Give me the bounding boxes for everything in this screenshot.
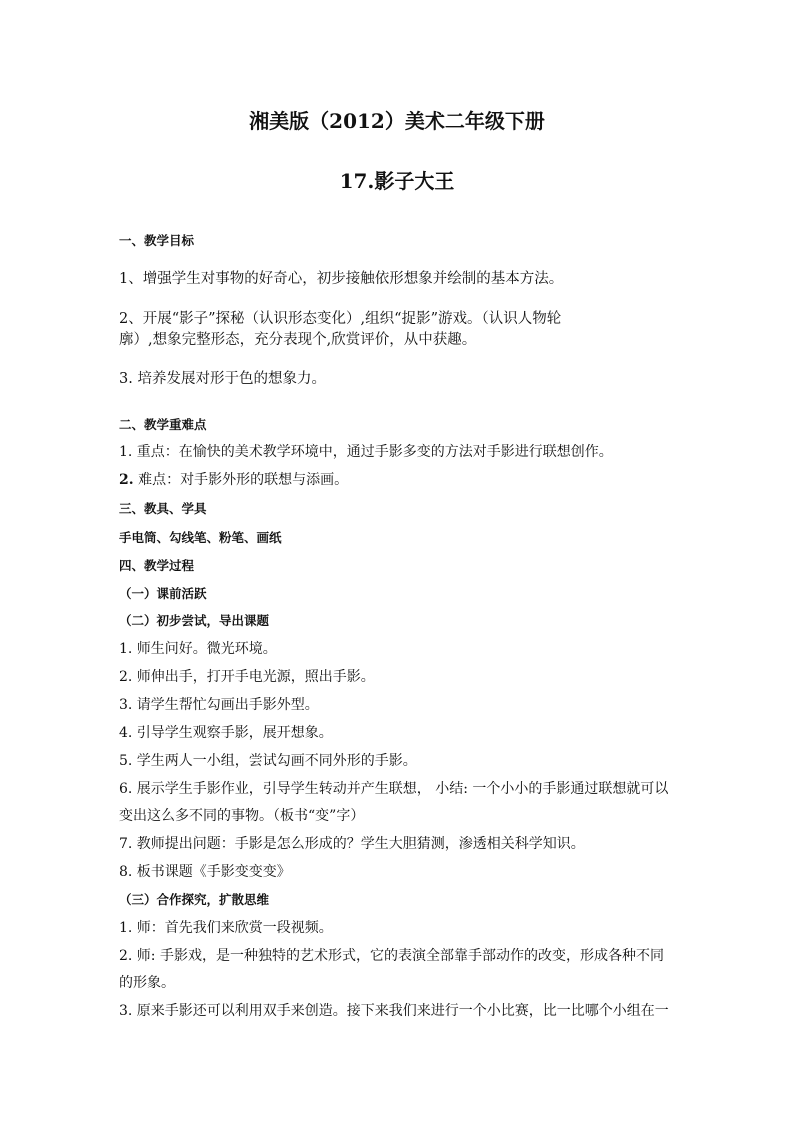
step-5: 5. 学生两人一小组，尝试勾画不同外形的手影。	[119, 753, 417, 769]
step-3: 3. 请学生帮忙勾画出手影外型。	[119, 697, 319, 713]
goal-2-line-1: 2、开展“影子”探秘（认识形态变化）,组织“捉影”游戏。（认识人物轮	[119, 311, 562, 327]
coop-1: 1. 师：首先我们来欣赏一段视频。	[119, 920, 333, 936]
coop-2-line-2: 的形象。	[119, 975, 175, 991]
step-1: 1. 师生问好。微光环境。	[119, 641, 277, 657]
key-points-heading: 二、教学重难点	[119, 417, 207, 432]
coop-3: 3. 原来手影还可以利用双手来创造。接下来我们来进行一个小比赛，比一比哪个小组在一	[119, 1003, 669, 1019]
key-point-2-number: 2.	[119, 472, 134, 488]
key-point-2	[119, 471, 348, 489]
goal-3: 3. 培养发展对形于色的想象力。	[119, 371, 326, 387]
key-point-2-text: 难点：对手影外形的联想与添画。	[133, 472, 349, 488]
step-8: 8. 板书课题《手影变变变》	[119, 864, 291, 880]
goal-2-line-2: 廓）,想象完整形态，充分表现个,欣赏评价，从中获趣。	[119, 332, 477, 348]
part-2-heading: （二）初步尝试，导出课题	[119, 613, 270, 628]
part-3-heading: （三）合作探究，扩散思维	[119, 892, 270, 907]
step-4: 4. 引导学生观察手影，展开想象。	[119, 725, 333, 741]
step-7: 7. 教师提出问题：手影是怎么形成的？学生大胆猜测，渗透相关科学知识。	[119, 836, 585, 852]
goal-1: 1、增强学生对事物的好奇心，初步接触依形想象并绘制的基本方法。	[119, 271, 564, 287]
process-heading: 四、教学过程	[119, 558, 195, 573]
document-title: 湘美版（2012）美术二年级下册	[249, 109, 545, 133]
coop-2-line-1: 2. 师: 手影戏，是一种独特的艺术形式，它的表演全部靠手部动作的改变，形成各种不同	[119, 948, 664, 964]
tools-list: 手电筒、勾线笔、粉笔、画纸	[119, 530, 282, 545]
key-point-1: 1. 重点：在愉快的美术教学环境中，通过手影多变的方法对手影进行联想创作。	[119, 444, 613, 460]
tools-heading: 三、教具、学具	[119, 501, 207, 516]
part-1-heading: （一）课前活跃	[119, 586, 207, 601]
step-6-line-2: 变出这么多不同的事物。（板书“变”字）	[119, 808, 365, 824]
lesson-title: 17.影子大王	[339, 169, 455, 193]
step-6-line-1: 6. 展示学生手影作业，引导学生转动并产生联想， 小结: 一个小小的手影通过联想就可以	[119, 781, 669, 797]
step-2: 2. 师伸出手，打开手电光源，照出手影。	[119, 669, 375, 685]
goals-heading: 一、教学目标	[119, 233, 195, 248]
